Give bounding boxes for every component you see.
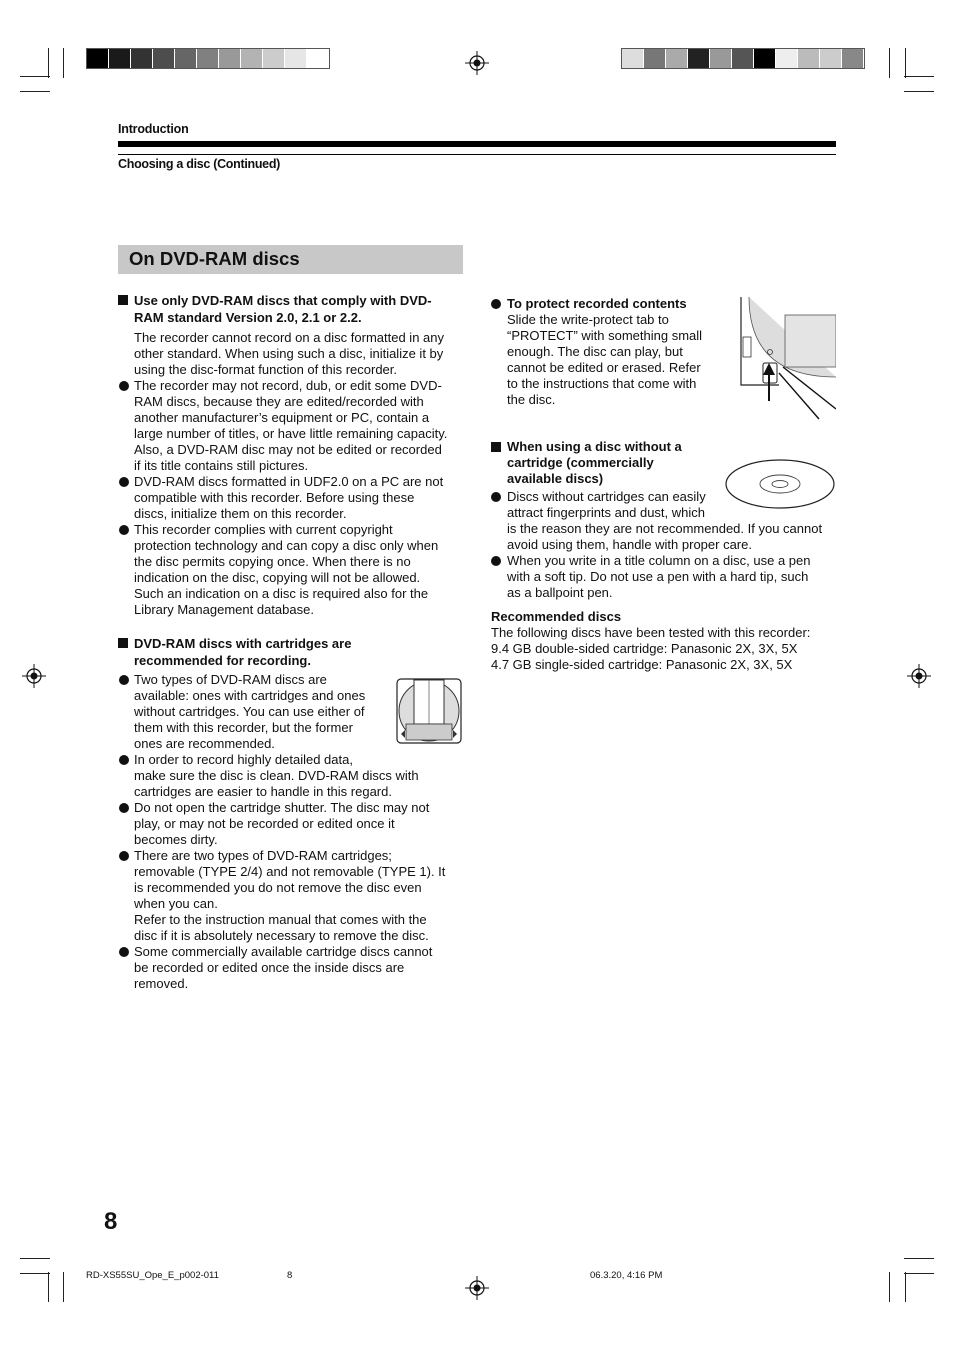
crop-mark [904,76,934,77]
crop-mark [889,1272,890,1302]
heading-cartridges: DVD-RAM discs with cartridges are recommended for recording. [134,636,352,668]
bullet-icon [491,556,501,566]
color-swatch [820,49,842,68]
crop-mark [20,76,50,77]
bullet-item-clean: In order to record highly detailed data, make sure the disc is clean. DVD-RAM discs with cartridges are easier to handle in this regard. [134,752,419,799]
registration-mark-icon [465,1276,489,1300]
header-rule-thin [118,154,836,155]
section-header: Introduction [118,122,189,136]
bullet-item-shutter: Do not open the cartridge shutter. The disc may not play, or may not be recorded or edited once it becomes dirty. [134,800,430,847]
color-swatch [710,49,732,68]
crop-mark [48,48,49,78]
bullet-icon [119,477,129,487]
footer-date: 06.3.20, 4:16 PM [590,1270,663,1281]
bullet-item-fingerprints: Discs without cartridges can easily attract fingerprints and dust, which is the reason they are not recommended. If you cannot avoid using them, handle with proper care. [507,489,823,552]
crop-mark [63,1272,64,1302]
crop-mark [63,48,64,78]
title-bar [118,245,463,274]
color-swatch [754,49,776,68]
bullet-icon [119,803,129,813]
footer-page: 8 [287,1270,293,1281]
bullet-icon [491,299,501,309]
paragraph-protect: Slide the write-protect tab to “PROTECT” with something small enough. The disc can play, but cannot be edited or erased. Refer to the instructions that come with the disc. [507,312,703,407]
crop-mark [20,91,50,92]
crop-mark [905,1272,906,1302]
crop-mark [20,1273,50,1274]
color-swatch [285,49,307,68]
bullet-icon [119,947,129,957]
color-swatch [153,49,175,68]
bullet-icon [119,675,129,685]
cartridge-icon [396,678,462,744]
color-swatch [666,49,688,68]
bullet-item-pen: When you write in a title column on a disc, use a pen with a soft tip. Do not use a pen with a hard tip, such as a ballpoint pen. [507,553,811,600]
color-swatch [688,49,710,68]
heading-no-cartridge: When using a disc without a cartridge (commercially available discs) [507,439,682,486]
registration-mark-icon [907,664,931,688]
color-swatch [241,49,263,68]
footer-file: RD-XS55SU_Ope_E_p002-011 [86,1270,219,1281]
crop-mark [904,1273,934,1274]
bullet-icon [119,755,129,765]
color-swatch [175,49,197,68]
crop-mark [905,48,906,78]
paragraph-format: The recorder cannot record on a disc formatted in any other standard. When using such a disc, initialize it by using the disc-format function of this recorder. [134,330,444,377]
crop-mark [904,1258,934,1259]
color-swatch [263,49,285,68]
color-swatch [644,49,666,68]
crop-mark [904,91,934,92]
color-swatch [776,49,798,68]
square-bullet-icon [118,638,128,648]
heading-comply: Use only DVD-RAM discs that comply with DVD- RAM standard Version 2.0, 2.1 or 2.2. [134,293,432,325]
registration-mark-icon [22,664,46,688]
bullet-icon [119,851,129,861]
color-bar-left [86,48,330,69]
color-swatch [219,49,241,68]
color-swatch [842,49,864,68]
bullet-item-udf: DVD-RAM discs formatted in UDF2.0 on a PC are not compatible with this recorder. Before using these discs, initialize them on this recorder. [134,474,444,521]
color-swatch [197,49,219,68]
color-bar-right [621,48,865,69]
color-swatch [622,49,644,68]
color-swatch [798,49,820,68]
bullet-icon [119,525,129,535]
color-swatch [109,49,131,68]
color-swatch [131,49,153,68]
bullet-item-two-types: Two types of DVD-RAM discs are available: ones with cartridges and ones without cartridges. You can use either of them with this recorder, but the former ones are recommended. [134,672,366,751]
bullet-item-commercial: Some commercially available cartridge discs cannot be recorded or edited once the inside discs are removed. [134,944,433,991]
paragraph-recommended: The following discs have been tested with this recorder: 9.4 GB double-sided cartridge: Panasonic 2X, 3X, 5X 4.7 GB single-sided cartridge: Panasonic 2X, 3X, 5X [491,625,811,672]
color-swatch [732,49,754,68]
page-number: 8 [104,1208,118,1235]
heading-protect: To protect recorded contents [507,296,687,311]
crop-mark [48,1272,49,1302]
bullet-item-types: There are two types of DVD-RAM cartridges; removable (TYPE 2/4) and not removable (TYPE 1). It is recommended you do not remove the disc even when you can. Refer to the instruction manual that comes with the disc if it is absolutely necessary to remove the disc. [134,848,446,943]
heading-recommended: Recommended discs [491,609,622,624]
subsection-header: Choosing a disc (Continued) [118,157,281,171]
bullet-item-edited: The recorder may not record, dub, or edit some DVD- RAM discs, because they are edited/recorded with another manufacturer’s equipment or PC, contain a large number of titles, or have little remaining capacity. Also, a DVD-RAM disc may not be edited or recorded if its title contains still pictures. [134,378,448,473]
bullet-item-copyright: This recorder complies with current copyright protection technology and can copy a disc only when the disc permits copying once. When there is no indication on the disc, copying will not be allowed. Such an indication on a disc is required also for the Library Management database. [134,522,439,617]
bullet-icon [119,381,129,391]
bullet-icon [491,492,501,502]
square-bullet-icon [118,295,128,305]
write-protect-tab-icon [739,297,836,420]
header-rule [118,141,836,147]
square-bullet-icon [491,442,501,452]
registration-mark-icon [465,51,489,75]
crop-mark [889,48,890,78]
color-swatch [87,49,109,68]
color-swatch [307,49,329,68]
page-title: On DVD-RAM discs [129,248,300,269]
crop-mark [20,1258,50,1259]
